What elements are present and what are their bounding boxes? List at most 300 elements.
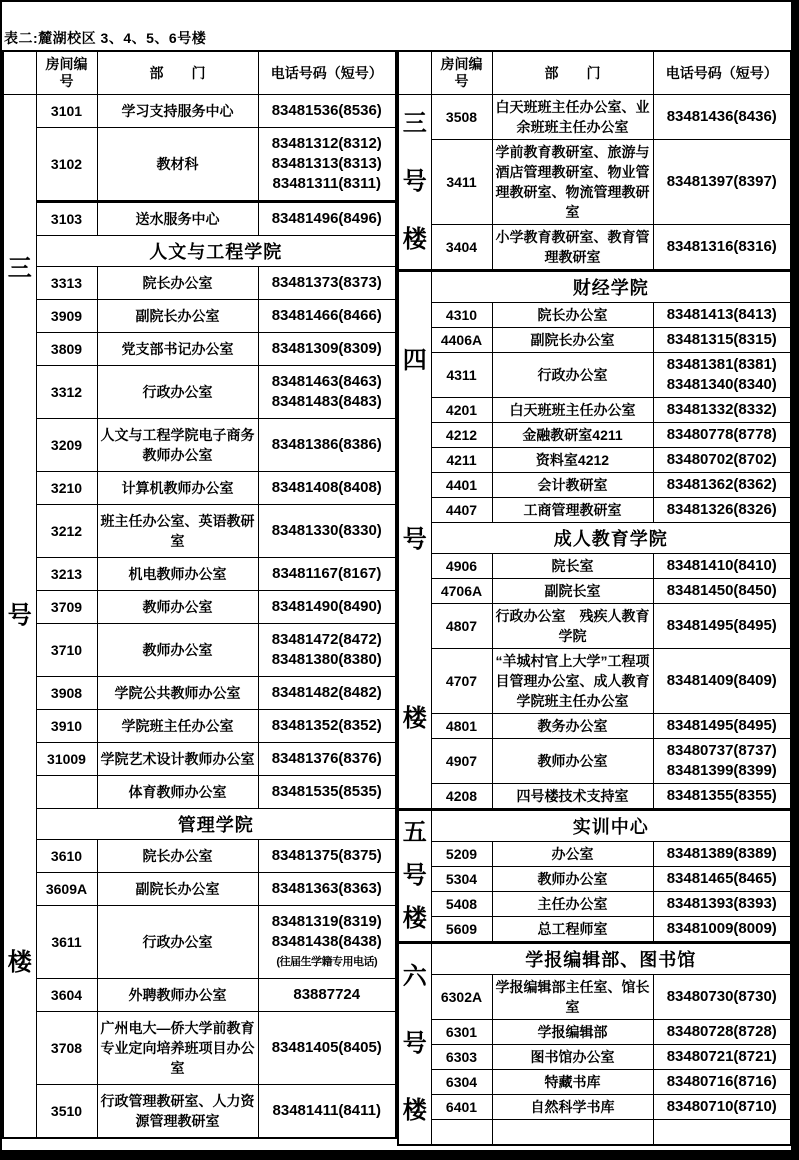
room-number: 4907 [431,739,492,784]
phone-column-header: 电话号码（短号） [653,51,791,95]
phone-line: 83481413(8413) [666,306,777,323]
department-name: 办公室 [492,842,653,867]
section-header: 人文与工程学院 [36,236,396,267]
department-name: 教师办公室 [492,739,653,784]
phone-number [258,505,396,558]
room-number: 4208 [431,784,492,810]
room-number: 6302A [431,975,492,1020]
phone-line: 83481436(8436) [666,108,777,125]
department-name: 学习支持服务中心 [97,95,258,128]
phone-line: 83481381(8381) [666,356,777,373]
phone-number [653,867,791,892]
table-row [3,95,396,128]
department-name: 总工程师室 [492,917,653,943]
building-label-char: 楼 [402,226,427,253]
table-row [398,303,791,328]
department-name: 广州电大—侨大学前教育专业定向培养班项目办公室 [97,1012,258,1085]
department-name: 机电教师办公室 [97,558,258,591]
department-column-header: 部 门 [492,51,653,95]
phone-number [258,591,396,624]
table-row [3,979,396,1012]
room-number: 5609 [431,917,492,943]
room-number: 4310 [431,303,492,328]
department-name: 教务办公室 [492,714,653,739]
phone-line: 83481463(8463) [271,373,382,390]
department-name: 体育教师办公室 [97,776,258,809]
room-number: 3212 [36,505,97,558]
phone-number [258,710,396,743]
table-row [3,743,396,776]
phone-number [653,448,791,473]
phone-line: 83481330(8330) [271,522,382,539]
section-row [398,943,791,975]
room-number: 3910 [36,710,97,743]
room-number: 4212 [431,423,492,448]
building-label-char: 三 [7,254,32,282]
table-row [398,353,791,398]
room-number: 6401 [431,1095,492,1120]
section-header: 成人教育学院 [431,523,791,554]
room-number: 6303 [431,1045,492,1070]
page-inner [2,2,791,1150]
table-row [3,591,396,624]
section-header: 管理学院 [36,809,396,840]
phone-line: 83481490(8490) [271,598,382,615]
phone-line: 83480702(8702) [666,451,777,468]
table-row [398,892,791,917]
phone-line: 83481389(8389) [666,845,777,862]
room-number: 6304 [431,1070,492,1095]
phone-line: 83481355(8355) [666,787,777,804]
table-row [3,906,396,979]
phone-number [258,300,396,333]
section-header: 实训中心 [431,810,791,842]
building-label-char: 楼 [402,704,427,732]
room-number: 5304 [431,867,492,892]
phone-line: 83481465(8465) [666,870,777,887]
department-name: 外聘教师办公室 [97,979,258,1012]
phone-line: 83480737(8737) [666,742,777,759]
room-number: 3213 [36,558,97,591]
phone-number [258,840,396,873]
phone-line: 83481315(8315) [666,331,777,348]
table-row [398,95,791,140]
table-row [3,366,396,419]
phone-number [653,604,791,649]
room-number: 3610 [36,840,97,873]
phone-number [653,1045,791,1070]
building-label-char: 楼 [402,905,427,933]
department-name: 图书馆办公室 [492,1045,653,1070]
table-row [398,714,791,739]
building-label [398,271,431,810]
table-row [3,267,396,300]
phone-number [653,975,791,1020]
table-row [3,472,396,505]
department-name: 白天班班主任办公室、业余班班主任办公室 [492,95,653,140]
room-number: 3102 [36,128,97,202]
department-name: 人文与工程学院电子商务教师办公室 [97,419,258,472]
building-label-char: 楼 [402,1096,427,1124]
section-row [398,271,791,303]
table-row [398,1070,791,1095]
phone-number [653,739,791,784]
phone-line: 83480730(8730) [666,988,777,1005]
room-number: 4407 [431,498,492,523]
phone-line: 83481482(8482) [271,684,382,701]
building-label-text [399,944,431,1144]
building-label [3,95,36,1139]
table-row [398,1020,791,1045]
phone-line: 83481411(8411) [272,1102,381,1119]
building-label-char: 四 [402,347,427,375]
room-number: 3508 [431,95,492,140]
department-name: 自然科学书库 [492,1095,653,1120]
table-row [398,1045,791,1070]
section-header: 财经学院 [431,271,791,303]
room-column-header: 房间编号 [36,51,97,95]
phone-number [653,892,791,917]
phone-line: 83481362(8362) [666,476,777,493]
phone-number [653,842,791,867]
phone-number [258,128,396,202]
phone-number [653,498,791,523]
table-row [3,558,396,591]
phone-number [258,419,396,472]
phone-line: 83481376(8376) [271,750,382,767]
table-row [398,423,791,448]
table-row [398,975,791,1020]
phone-line: 83481399(8399) [666,762,777,779]
room-number: 3611 [36,906,97,979]
page-title: 表二:麓湖校区 3、4、5、6号楼 [4,30,207,46]
table-row [398,1120,791,1146]
department-name: 学报编辑部 [492,1020,653,1045]
building-label-text [399,272,431,808]
department-name: 四号楼技术支持室 [492,784,653,810]
phone-line: 83481438(8438) [271,933,382,950]
phone-line: 83481311(8311) [272,175,381,192]
room-number: 4201 [431,398,492,423]
room-number: 4801 [431,714,492,739]
phone-number [258,979,396,1012]
table-row [398,398,791,423]
table-row [398,604,791,649]
phone-line: 83480778(8778) [666,426,777,443]
table-row [3,505,396,558]
building-label-text [399,95,431,269]
building-label-char: 三 [402,110,427,137]
phone-number [653,473,791,498]
tables-container [2,50,791,1146]
empty-cell [653,1120,791,1146]
phone-line: 83481397(8397) [666,173,777,190]
phone-line: 83481483(8483) [271,393,382,410]
phone-line: 83480716(8716) [666,1073,777,1090]
department-name: 教师办公室 [97,624,258,677]
phone-line: 83481380(8380) [271,651,382,668]
phone-number [653,554,791,579]
department-name: 院长办公室 [97,267,258,300]
phone-number [653,423,791,448]
building-label-char: 号 [402,1029,427,1057]
phone-number [258,743,396,776]
table-row [398,448,791,473]
room-number: 3404 [431,225,492,271]
room-number: 3709 [36,591,97,624]
department-name: 工商管理教研室 [492,498,653,523]
table-row [398,473,791,498]
department-name: 院长办公室 [97,840,258,873]
phone-number [258,1012,396,1085]
phone-line: 83481326(8326) [666,501,777,518]
phone-number [258,624,396,677]
room-number: 4707 [431,649,492,714]
header-row [398,51,791,95]
table-row [3,624,396,677]
phone-number [258,873,396,906]
phone-line: 83481340(8340) [666,376,777,393]
department-name: 副院长办公室 [97,300,258,333]
table-row [398,739,791,784]
room-number: 4401 [431,473,492,498]
building-label-text [399,811,431,941]
room-number: 3101 [36,95,97,128]
empty-cell [492,1120,653,1146]
phone-note: (往届生学籍专用电话) [276,956,378,968]
room-number: 6301 [431,1020,492,1045]
section-header: 学报编辑部、图书馆 [431,943,791,975]
building-label [398,95,431,271]
section-row [398,810,791,842]
section-row [3,236,396,267]
department-name: 行政办公室 [97,366,258,419]
table-row [3,202,396,236]
phone-number [653,353,791,398]
room-number: 3510 [36,1085,97,1139]
building-label [398,810,431,943]
phone-number [653,649,791,714]
section-row [398,523,791,554]
department-name: 院长室 [492,554,653,579]
corner-cell [398,51,431,95]
phone-number [258,95,396,128]
phone-line: 83481536(8536) [271,102,382,119]
phone-line: 83481319(8319) [271,913,382,930]
phone-column-header: 电话号码（短号） [258,51,396,95]
phone-number [653,1095,791,1120]
phone-number [258,366,396,419]
phone-line: 83481386(8386) [271,436,382,453]
building-label-char: 号 [402,168,427,195]
department-name: “羊城村官上大学”工程项目管理办公室、成人教育学院班主任办公室 [492,649,653,714]
department-name: 小学教育教研室、教育管理教研室 [492,225,653,271]
phone-number [653,784,791,810]
phone-line: 83481312(8312) [271,135,382,152]
phone-number [653,1070,791,1095]
phone-line: 83480721(8721) [666,1048,777,1065]
phone-number [258,906,396,979]
building-label-char: 六 [402,963,427,991]
department-name: 教师办公室 [492,867,653,892]
table-row [3,419,396,472]
building-label-char: 号 [402,861,427,889]
department-name: 送水服务中心 [97,202,258,236]
phone-number [653,140,791,225]
room-number: 4706A [431,579,492,604]
room-number: 4406A [431,328,492,353]
room-number: 31009 [36,743,97,776]
section-row [3,809,396,840]
department-column-header: 部 门 [97,51,258,95]
phone-number [653,328,791,353]
room-number: 4211 [431,448,492,473]
department-name: 学院公共教师办公室 [97,677,258,710]
right-phone-table [397,50,791,1146]
phone-number [258,472,396,505]
phone-line: 83481408(8408) [271,479,382,496]
phone-line: 83481316(8316) [666,238,777,255]
phone-number [653,95,791,140]
table-row [398,784,791,810]
room-number [36,776,97,809]
table-row [3,128,396,202]
table-row [3,710,396,743]
phone-line: 83481363(8363) [271,880,382,897]
department-name: 行政管理教研室、人力资源管理教研室 [97,1085,258,1139]
room-number: 3708 [36,1012,97,1085]
phone-line: 83481496(8496) [271,210,382,227]
department-name: 党支部书记办公室 [97,333,258,366]
room-number: 3809 [36,333,97,366]
room-number: 3909 [36,300,97,333]
phone-line: 83481313(8313) [271,155,382,172]
table-row [3,333,396,366]
room-number: 5209 [431,842,492,867]
room-number: 3908 [36,677,97,710]
phone-number [258,202,396,236]
room-number: 3103 [36,202,97,236]
table-row [398,842,791,867]
table-row [398,1095,791,1120]
phone-number [258,333,396,366]
phone-number [258,776,396,809]
phone-line: 83481495(8495) [666,717,777,734]
table-row [398,867,791,892]
phone-line: 83887724 [293,986,361,1003]
department-name: 副院长室 [492,579,653,604]
empty-cell [431,1120,492,1146]
department-name: 院长办公室 [492,303,653,328]
department-name: 学院班主任办公室 [97,710,258,743]
room-number: 5408 [431,892,492,917]
phone-line: 83480710(8710) [666,1098,777,1115]
room-number: 3604 [36,979,97,1012]
phone-number [258,267,396,300]
header-row [3,51,396,95]
department-name: 行政办公室 [97,906,258,979]
building-label [398,943,431,1146]
department-name: 金融教研室4211 [492,423,653,448]
table-row [398,498,791,523]
room-number: 3609A [36,873,97,906]
department-name: 班主任办公室、英语教研室 [97,505,258,558]
phone-line: 83481405(8405) [271,1039,382,1056]
department-name: 主任办公室 [492,892,653,917]
phone-line: 83481332(8332) [666,401,777,418]
table-row [398,554,791,579]
table-row [3,840,396,873]
department-name: 特藏书库 [492,1070,653,1095]
phone-line: 83480728(8728) [666,1023,777,1040]
phone-number [653,714,791,739]
phone-line: 83481409(8409) [666,672,777,689]
table-row [3,776,396,809]
phone-line: 83481309(8309) [271,340,382,357]
building-label-char: 号 [7,601,32,629]
table-row [398,140,791,225]
room-number: 4807 [431,604,492,649]
department-name: 行政办公室 残疾人教育学院 [492,604,653,649]
phone-line: 83481009(8009) [666,920,777,937]
table-row [3,677,396,710]
department-name: 白天班班主任办公室 [492,398,653,423]
table-row [398,225,791,271]
department-name: 副院长办公室 [97,873,258,906]
table-row [3,1085,396,1139]
phone-number [653,917,791,943]
room-number: 3411 [431,140,492,225]
building-label-text [4,95,36,1137]
phone-number [653,1020,791,1045]
building-label-char: 楼 [7,949,32,977]
department-name: 计算机教师办公室 [97,472,258,505]
phone-line: 83481375(8375) [271,847,382,864]
phone-line: 83481352(8352) [271,717,382,734]
table-row [398,649,791,714]
department-name: 副院长办公室 [492,328,653,353]
department-name: 学报编辑部主任室、馆长室 [492,975,653,1020]
table-row [3,873,396,906]
phone-number [653,398,791,423]
department-name: 资料室4212 [492,448,653,473]
table-row [3,300,396,333]
building-label-char: 号 [402,525,427,553]
phone-number [258,1085,396,1139]
room-number: 3313 [36,267,97,300]
room-column-header: 房间编号 [431,51,492,95]
phone-line: 83481167(8167) [272,565,382,582]
building-label-char: 五 [402,818,427,846]
room-number: 3209 [36,419,97,472]
phone-number [653,579,791,604]
phone-line: 83481450(8450) [666,582,777,599]
department-name: 教师办公室 [97,591,258,624]
room-number: 3312 [36,366,97,419]
phone-line: 83481410(8410) [666,557,777,574]
left-phone-table [2,50,397,1139]
phone-line: 83481466(8466) [271,307,382,324]
room-number: 3210 [36,472,97,505]
table-row [3,1012,396,1085]
phone-line: 83481393(8393) [666,895,777,912]
department-name: 学院艺术设计教师办公室 [97,743,258,776]
department-name: 会计教研室 [492,473,653,498]
phone-number [258,677,396,710]
phone-number [653,225,791,271]
phone-line: 83481535(8535) [271,783,382,800]
department-name: 教材科 [97,128,258,202]
